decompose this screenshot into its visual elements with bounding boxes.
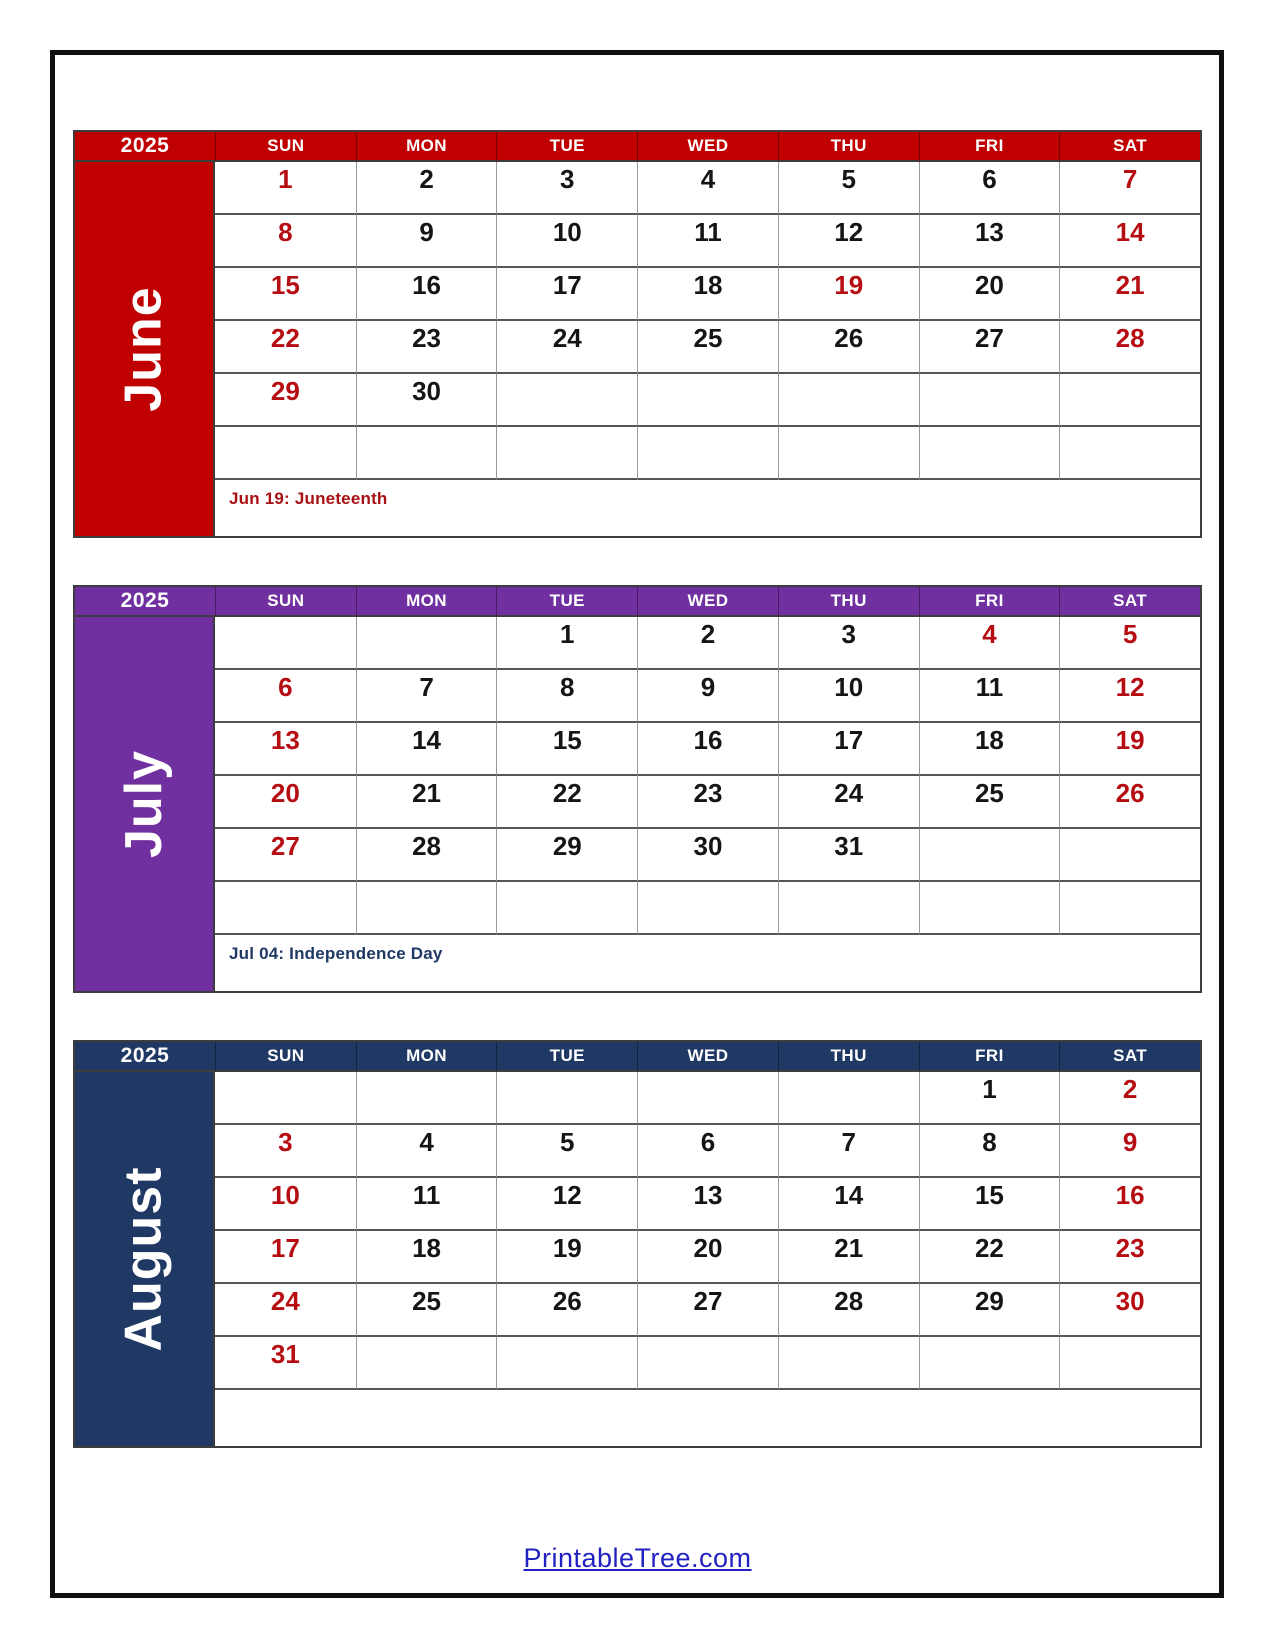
date-cell: 27 [919,321,1060,374]
date-cell [496,374,637,427]
date-cell [1059,427,1200,480]
date-cell: 30 [1059,1284,1200,1337]
date-cell: 20 [919,268,1060,321]
date-cell: 11 [356,1178,497,1231]
month-calendar-june [73,130,1202,538]
date-cell: 9 [637,670,778,723]
date-cell: 27 [215,829,356,882]
date-cell: 26 [496,1284,637,1337]
day-header: FRI [919,132,1060,162]
date-cell: 19 [496,1231,637,1284]
date-cell: 15 [919,1178,1060,1231]
date-cell: 5 [778,162,919,215]
date-cell: 16 [1059,1178,1200,1231]
page-footer [0,1543,1275,1574]
date-cell [778,1337,919,1390]
date-cell [215,1072,356,1125]
date-cell: 23 [637,776,778,829]
day-header: WED [637,587,778,617]
date-cell: 29 [496,829,637,882]
month-sidebar [75,1072,215,1446]
date-cell [919,427,1060,480]
date-cell: 2 [356,162,497,215]
day-header: MON [356,132,497,162]
day-header: TUE [496,132,637,162]
date-cell [778,427,919,480]
date-cell: 30 [637,829,778,882]
date-cell: 16 [356,268,497,321]
day-header: WED [637,132,778,162]
date-cell [215,882,356,935]
date-cell [356,427,497,480]
year-label: 2025 [75,132,215,162]
date-cell: 17 [215,1231,356,1284]
date-cell [637,882,778,935]
date-cell [919,882,1060,935]
date-cell [496,882,637,935]
day-header: FRI [919,587,1060,617]
date-cell: 25 [637,321,778,374]
date-cell: 25 [919,776,1060,829]
date-cell: 22 [496,776,637,829]
footer-link[interactable]: PrintableTree.com [523,1543,752,1573]
date-cell [637,1072,778,1125]
date-cell [637,1337,778,1390]
holiday-note: Jun 19: Juneteenth [215,480,1200,536]
date-cell: 3 [778,617,919,670]
month-label: July [115,749,173,859]
date-cell [778,882,919,935]
date-cell: 11 [919,670,1060,723]
date-cell: 13 [919,215,1060,268]
date-cell: 28 [778,1284,919,1337]
date-cell: 31 [215,1337,356,1390]
date-cell: 31 [778,829,919,882]
day-header: THU [778,132,919,162]
date-cell: 22 [919,1231,1060,1284]
date-cell [1059,882,1200,935]
date-cell: 26 [1059,776,1200,829]
date-cell: 20 [637,1231,778,1284]
date-cell: 7 [778,1125,919,1178]
date-cell: 29 [215,374,356,427]
date-cell: 2 [637,617,778,670]
holiday-note [215,1390,1200,1446]
day-header: WED [637,1042,778,1072]
date-cell [637,374,778,427]
date-cell [919,374,1060,427]
date-cell: 2 [1059,1072,1200,1125]
date-cell: 5 [1059,617,1200,670]
date-cell: 10 [215,1178,356,1231]
date-cell: 23 [356,321,497,374]
date-cell: 7 [1059,162,1200,215]
day-header: SAT [1059,132,1200,162]
date-cell: 4 [637,162,778,215]
date-cell: 21 [356,776,497,829]
date-cell: 3 [496,162,637,215]
day-header: MON [356,1042,497,1072]
date-cell [356,1072,497,1125]
date-cell: 14 [1059,215,1200,268]
date-cell: 4 [919,617,1060,670]
date-cell [215,617,356,670]
date-cell: 3 [215,1125,356,1178]
date-cell: 8 [215,215,356,268]
day-header: TUE [496,587,637,617]
date-cell: 23 [1059,1231,1200,1284]
date-cell [778,1072,919,1125]
date-cell: 24 [215,1284,356,1337]
month-calendar-august [73,1040,1202,1448]
day-header: SUN [215,132,356,162]
date-cell: 8 [496,670,637,723]
day-header: SUN [215,1042,356,1072]
date-cell: 12 [778,215,919,268]
date-cell: 6 [215,670,356,723]
day-header: THU [778,1042,919,1072]
date-cell [637,427,778,480]
date-cell [919,829,1060,882]
month-calendar-july [73,585,1202,993]
date-cell: 24 [496,321,637,374]
date-cell: 29 [919,1284,1060,1337]
date-cell: 5 [496,1125,637,1178]
date-cell: 27 [637,1284,778,1337]
date-cell: 13 [637,1178,778,1231]
date-cell: 26 [778,321,919,374]
date-cell: 19 [1059,723,1200,776]
month-label: August [115,1166,173,1352]
date-cell: 1 [496,617,637,670]
date-cell: 18 [356,1231,497,1284]
month-label: June [115,286,173,412]
date-cell: 30 [356,374,497,427]
date-cell: 10 [778,670,919,723]
date-cell [1059,829,1200,882]
date-cell [1059,1337,1200,1390]
date-cell: 21 [778,1231,919,1284]
holiday-note: Jul 04: Independence Day [215,935,1200,991]
day-header: THU [778,587,919,617]
date-cell: 6 [919,162,1060,215]
date-cell: 4 [356,1125,497,1178]
date-cell: 15 [215,268,356,321]
date-cell: 17 [778,723,919,776]
date-cell: 9 [1059,1125,1200,1178]
date-cell [778,374,919,427]
date-cell: 9 [356,215,497,268]
date-cell: 28 [356,829,497,882]
date-cell: 11 [637,215,778,268]
date-cell [356,1337,497,1390]
date-cell: 12 [1059,670,1200,723]
date-cell [496,427,637,480]
date-cell [356,617,497,670]
date-cell: 7 [356,670,497,723]
date-cell: 22 [215,321,356,374]
month-sidebar [75,617,215,991]
day-header: SAT [1059,587,1200,617]
date-cell: 21 [1059,268,1200,321]
day-header: TUE [496,1042,637,1072]
date-cell: 19 [778,268,919,321]
day-header: FRI [919,1042,1060,1072]
month-sidebar [75,162,215,536]
date-cell: 20 [215,776,356,829]
day-header: MON [356,587,497,617]
date-cell: 10 [496,215,637,268]
date-cell [496,1072,637,1125]
date-cell: 13 [215,723,356,776]
date-cell: 15 [496,723,637,776]
year-label: 2025 [75,587,215,617]
date-cell: 24 [778,776,919,829]
date-cell [356,882,497,935]
date-cell: 16 [637,723,778,776]
date-cell: 8 [919,1125,1060,1178]
date-cell: 18 [637,268,778,321]
date-cell [919,1337,1060,1390]
date-cell: 1 [215,162,356,215]
date-cell [1059,374,1200,427]
date-cell: 25 [356,1284,497,1337]
date-cell: 6 [637,1125,778,1178]
date-cell [496,1337,637,1390]
date-cell: 17 [496,268,637,321]
date-cell: 18 [919,723,1060,776]
date-cell: 14 [356,723,497,776]
day-header: SAT [1059,1042,1200,1072]
year-label: 2025 [75,1042,215,1072]
date-cell: 12 [496,1178,637,1231]
date-cell: 14 [778,1178,919,1231]
date-cell: 28 [1059,321,1200,374]
date-cell: 1 [919,1072,1060,1125]
date-cell [215,427,356,480]
day-header: SUN [215,587,356,617]
